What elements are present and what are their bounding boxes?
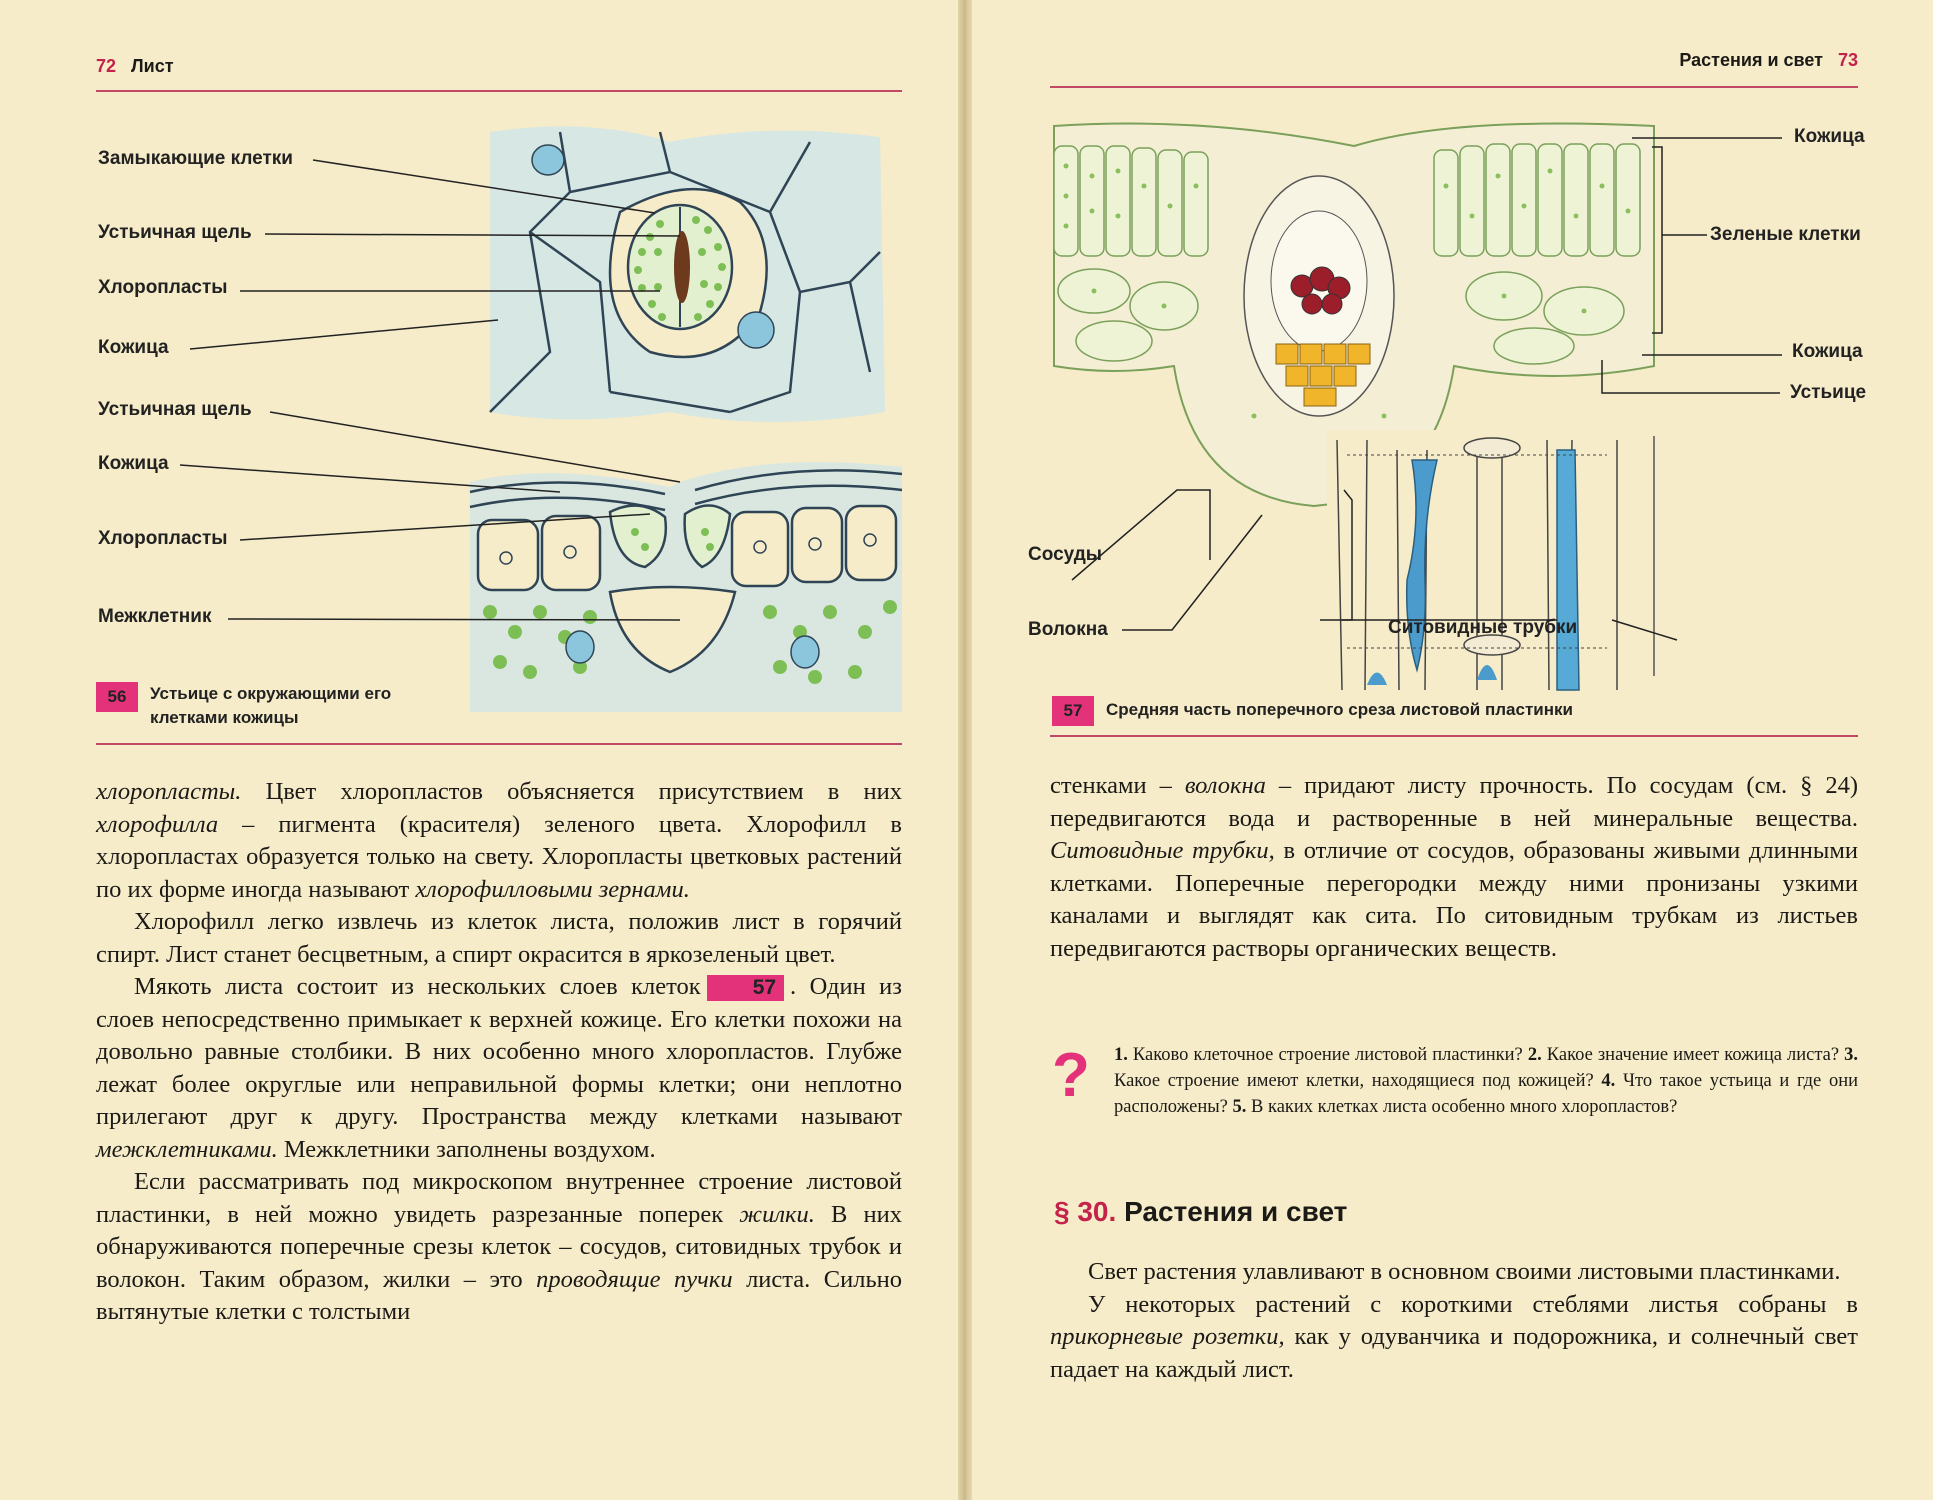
term-chloroplasts: хлоропласты. [96,778,242,805]
term-conducting-bundles: проводящие пучки [536,1265,733,1293]
text-span: как у одуванчика и подорожника, и солнечный свет падает на каждый лист. [1050,1323,1858,1383]
right-paragraph-3 [1050,1289,1858,1387]
fig57-leader-lines [972,0,1933,720]
label-stomatal-slit-top: Устьичная щель [98,222,252,243]
question-5-number: 5. [1232,1097,1247,1117]
term-chlorophyll-grains: хлорофилловыми зернами. [415,875,690,903]
text-span: В них обнаруживаются поперечные срезы клеток – сосудов, ситовидных трубок и волокон. Таким образом, жилки – это [96,1200,902,1293]
text-span: У некоторых растений с короткими стеблями листья собраны в [1088,1290,1858,1318]
label-chloroplasts-bottom: Хлоропласты [98,528,228,549]
question-2-number: 2. [1527,1045,1542,1065]
right-page [972,0,1933,1500]
term-fibers: волокна [1184,772,1266,799]
right-page-number: 73 [1837,50,1858,70]
label-chloroplasts-top: Хлоропласты [98,277,228,298]
question-5: В каких клетках листа особенно много хлоропластов? [1246,1097,1678,1117]
text-span: в отличие от сосудов, образованы живыми длинными клетками. Поперечные перегородки между ними пронизаны узкими каналами и выглядят как сита. По ситовидным трубкам из листьев передвигаются растворы органических веществ. [1050,837,1858,962]
text-span: – пигмента (красителя) зеленого цвета. Хлорофилл в хлоропластах образуется только на свету. Хлоропласты цветковых растений по их форме иногда называют [96,810,902,903]
text-span: листа. Сильно вытянутые клетки с толстыми [96,1265,903,1325]
left-page-number: 72 [96,56,117,76]
section-number: § 30. [1054,1196,1117,1227]
left-running-title: Лист [131,56,174,76]
question-1-number: 1. [1114,1045,1128,1065]
term-basal-rosettes: прикорневые розетки, [1050,1323,1285,1350]
right-paragraph-2: Свет растения улавливают в основном своими листовыми пластинками. [1088,1258,1841,1285]
question-3-number: 3. [1844,1045,1858,1065]
question-1: Каково клеточное строение листовой пластинки? [1127,1045,1528,1065]
figure-56-caption-line-1: Устьице с окружающими его [150,684,392,703]
left-figure-rule [96,743,902,745]
term-veins: жилки. [739,1200,815,1228]
figure-57-reference: 57 [707,975,784,1001]
question-2: Какое значение имеет кожица листа? [1541,1045,1845,1065]
label-epidermis-top: Кожица [98,337,169,358]
label-green-cells: Зеленые клетки [1710,224,1861,245]
question-4-number: 4. [1601,1071,1616,1091]
section-title: Растения и свет [1124,1196,1348,1227]
right-body-text [1050,770,1858,965]
left-paragraph-3 [96,971,902,1166]
figure-56-caption [150,682,391,730]
text-span: Цвет хлоропластов объясняется присутствием в них [241,778,902,805]
right-body-text-2 [1050,1256,1858,1386]
text-span: Мякоть листа состоит из нескольких слоев клеток [134,973,701,1000]
label-sieve-tubes: Ситовидные трубки [1388,617,1578,638]
question-mark-icon: ? [1052,1041,1090,1110]
label-epidermis-upper: Кожица [1794,126,1865,147]
review-questions [1114,1042,1858,1120]
right-running-title: Растения и свет [1679,50,1823,70]
figure-56-number: 56 [96,682,138,712]
left-paragraph-1 [96,776,902,906]
label-stoma: Устьице [1790,382,1867,403]
term-chlorophyll: хлорофилла [96,810,219,838]
term-intercellular-spaces: межклетниками. [96,1135,278,1163]
fig56-leader-lines [0,0,960,760]
figure-57-number: 57 [1052,696,1094,726]
label-guard-cells: Замыкающие клетки [98,148,293,169]
label-vessels: Сосуды [1028,544,1103,565]
label-fibers: Волокна [1028,619,1108,640]
question-4: Что такое устьица и где они расположены? [1114,1071,1859,1117]
section-heading [1054,1196,1347,1228]
term-sieve-tubes: Ситовидные трубки, [1050,837,1275,864]
text-span: стенками – [1050,772,1185,799]
text-span: . Один из слоев непосредственно примыкает к верхней кожице. Его клетки похожи на довольно равные столбики. В них особенно много хлоропластов. Глубже лежат более округлые или неправильной формы клетки; они неплотно прилегают друг к другу. Пространства между клетками называют [96,973,902,1130]
right-figure-rule [1050,735,1858,737]
text-span: – придают листу прочность. По сосудам (см. § 24) передвигаются вода и растворенные в ней минеральные вещества. [1050,772,1858,832]
figure-56-caption-line-2: клетками кожицы [150,708,299,727]
question-3: Какое строение имеют клетки, находящиеся под кожицей? [1114,1071,1602,1091]
right-paragraph-1 [1050,770,1858,965]
left-body-text [96,776,902,1329]
left-paragraph-2: Хлорофилл легко извлечь из клеток листа, положив лист в горячий спирт. Лист станет бесцветным, а спирт окрасится в яркозеленый цвет. [96,908,902,968]
label-stomatal-slit-bottom: Устьичная щель [98,399,252,420]
text-span: Межклетники заполнены воздухом. [277,1135,656,1163]
left-page [0,0,960,1500]
text-span: Если рассматривать под микроскопом внутреннее строение листовой пластинки, в ней можно увидеть разрезанные поперек [96,1168,902,1228]
label-epidermis-lower: Кожица [1792,341,1863,362]
left-paragraph-4 [96,1166,902,1329]
figure-57-caption: Средняя часть поперечного среза листовой пластинки [1106,700,1573,719]
label-epidermis-bottom: Кожица [98,453,169,474]
label-intercellular-space: Межклетник [98,606,212,627]
